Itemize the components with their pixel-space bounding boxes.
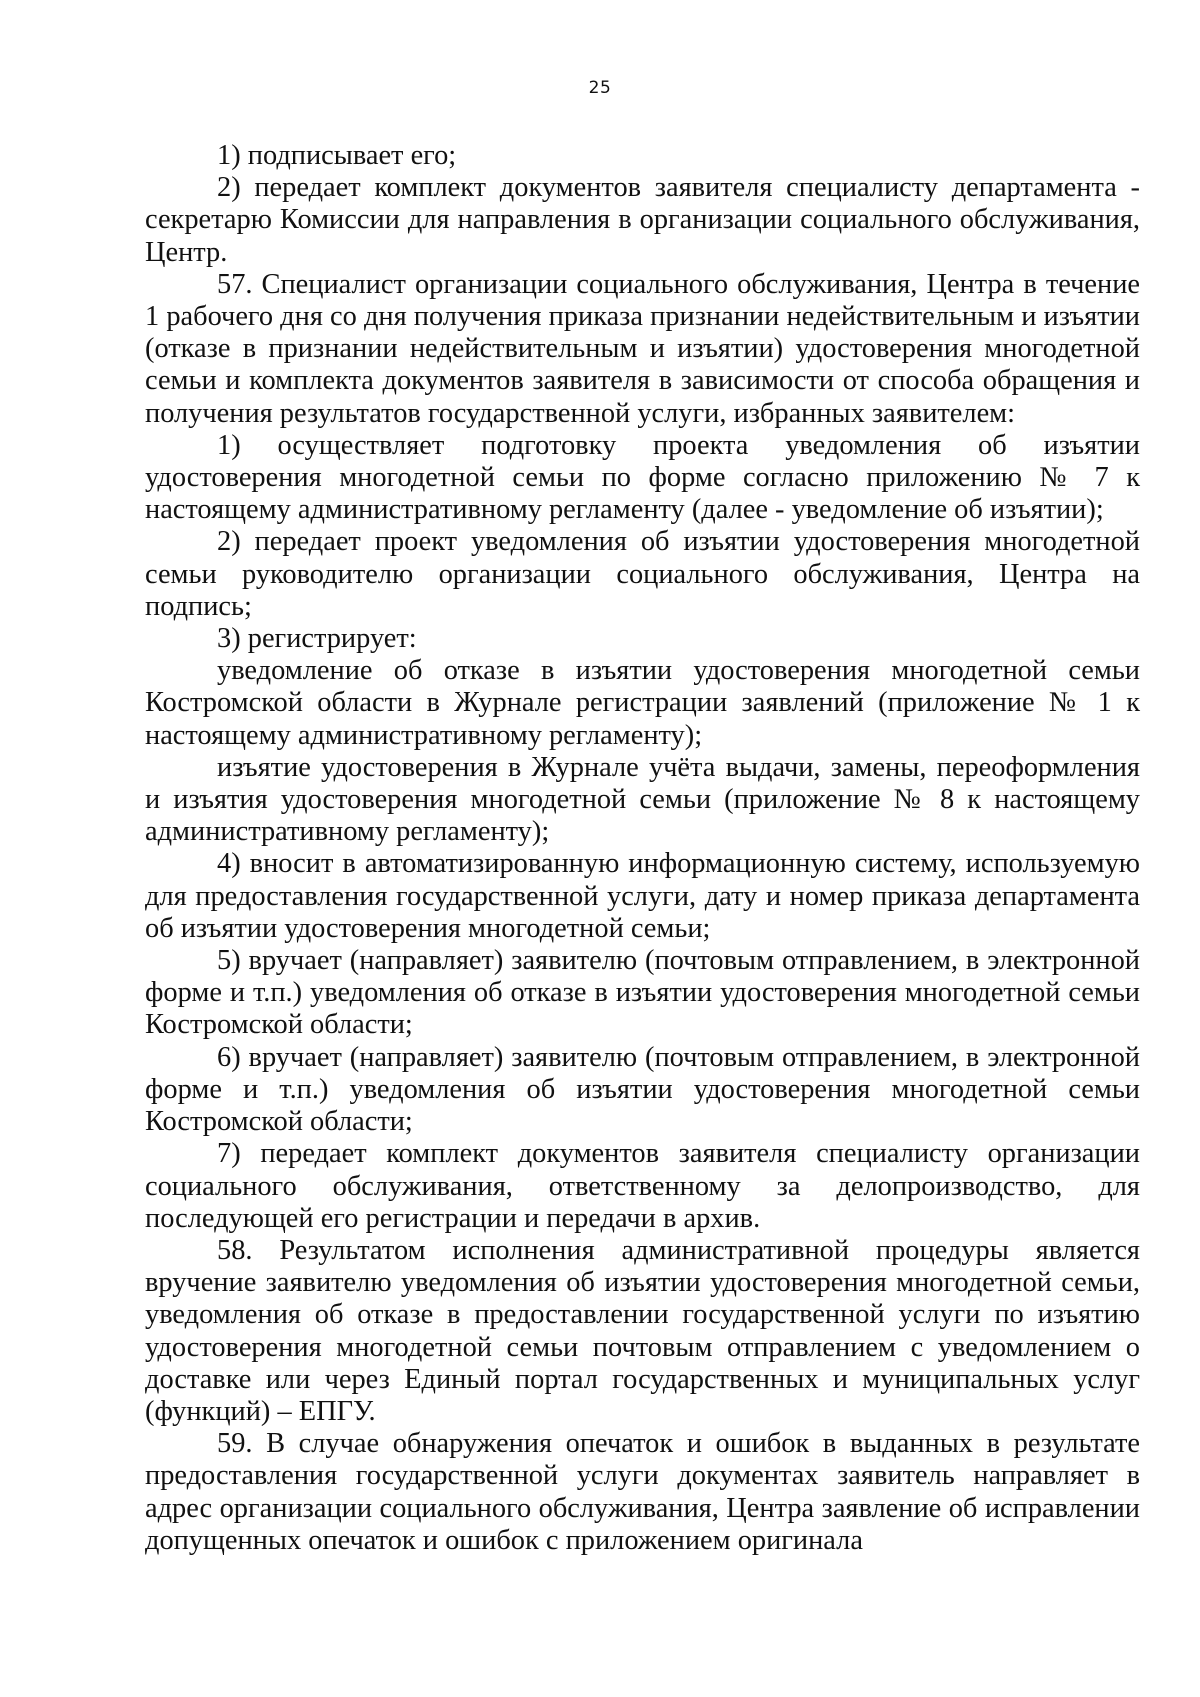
paragraph-57-item-5: 5) вручает (направляет) заявителю (почтовым отправлением, в электронной форме и т.п.) уведомления об отказе в изъятии удостоверения многодетной семьи Костромской области; xyxy=(145,945,1140,1041)
page-number: 25 xyxy=(588,78,612,98)
document-body xyxy=(145,140,1140,1557)
paragraph-57-item-1: 1) осуществляет подготовку проекта уведомления об изъятии удостоверения многодетной семьи по форме согласно приложению № 7 к настоящему административному регламенту (далее - уведомление об изъятии); xyxy=(145,429,1140,526)
paragraph-57-item-3-notice: уведомление об отказе в изъятии удостоверения многодетной семьи Костромской области в Журнале регистрации заявлений (приложение № 1 к настоящему административному регламенту); xyxy=(145,655,1140,751)
paragraph-58: 58. Результатом исполнения административной процедуры является вручение заявителю уведомления об изъятии удостоверения многодетной семьи, уведомления об отказе в предоставлении государственной услуги по изъятию удостоверения многодетной семьи почтовым отправлением с уведомлением о доставке или через Единый портал государственных и муниципальных услуг (функций) – ЕПГУ. xyxy=(145,1234,1140,1427)
paragraph-57-item-3: 3) регистрирует: xyxy=(217,623,417,655)
paragraph-57: 57. Специалист организации социального обслуживания, Центра в течение 1 рабочего дня со дня получения приказа признании недействительным и изъятии (отказе в признании недействительным и изъятии) удостоверения многодетной семьи и комплекта документов заявителя в зависимости от способа обращения и получения результатов государственной услуги, избранных заявителем: xyxy=(145,268,1140,429)
paragraph-57-item-2: 2) передает проект уведомления об изъятии удостоверения многодетной семьи руководителю организации социального обслуживания, Центра на подпись; xyxy=(145,526,1140,622)
paragraph-2: 2) передает комплект документов заявителя специалисту департамента - секретарю Комиссии для направления в организации социального обслуживания, Центр. xyxy=(145,172,1140,268)
paragraph-59: 59. В случае обнаружения опечаток и ошибок в выданных в результате предоставления государственной услуги документах заявитель направляет в адрес организации социального обслуживания, Центра заявление об исправлении допущенных опечаток и ошибок с приложением оригинала xyxy=(145,1428,1140,1556)
paragraph-57-item-6: 6) вручает (направляет) заявителю (почтовым отправлением, в электронной форме и т.п.) уведомления об изъятии удостоверения многодетной семьи Костромской области; xyxy=(145,1041,1140,1138)
paragraph-57-item-3-withdrawal: изъятие удостоверения в Журнале учёта выдачи, замены, переоформления и изъятия удостоверения многодетной семьи (приложение № 8 к настоящему административному регламенту); xyxy=(145,751,1140,848)
paragraph-57-item-4: 4) вносит в автоматизированную информационную систему, используемую для предоставления государственной услуги, дату и номер приказа департамента об изъятии удостоверения многодетной семьи; xyxy=(145,848,1140,944)
paragraph-1: 1) подписывает его; xyxy=(217,140,457,171)
paragraph-57-item-7: 7) передает комплект документов заявителя специалисту организации социального обслуживания, ответственному за делопроизводство, для последующей его регистрации и передачи в архив. xyxy=(145,1138,1140,1234)
